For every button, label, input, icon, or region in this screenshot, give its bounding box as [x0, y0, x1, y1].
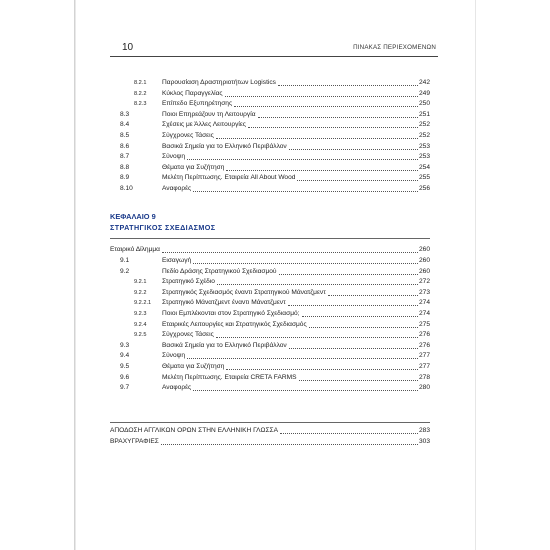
toc-row[interactable] [110, 120, 430, 131]
toc-page: 260 [418, 257, 430, 264]
toc-row[interactable] [110, 99, 430, 110]
toc-leader-dots [193, 383, 418, 391]
toc-leader-dots [187, 351, 418, 359]
toc-row[interactable] [110, 163, 430, 174]
toc-title: Μελέτη Περίπτωσης. Εταιρεία All About Wood [162, 174, 296, 182]
toc-row[interactable] [110, 277, 430, 288]
toc-title: Μελέτη Περίπτωσης. Εταιρεία CRETA FARMS [162, 373, 297, 381]
chapter-subtitle: ΣΤΡΑΤΗΓΙΚΟΣ ΣΧΕΔΙΑΣΜΟΣ [110, 223, 216, 232]
toc-page: 260 [418, 246, 430, 253]
toc-leader-dots [299, 373, 418, 381]
toc-leader-dots [226, 362, 418, 370]
toc-number: 9.6 [120, 373, 130, 381]
toc-title: Στρατηγικός Σχεδιασμός έναντι Στρατηγικού Μάνατζμεντ [162, 288, 326, 296]
toc-leader-dots [225, 89, 418, 97]
toc-page: 277 [418, 362, 430, 370]
toc-number: 8.2.2 [134, 90, 147, 97]
toc-row[interactable] [110, 320, 430, 331]
toc-page: 276 [418, 331, 430, 339]
toc-title: Εισαγωγή [162, 257, 192, 264]
toc-leader-dots [289, 341, 418, 349]
toc-title: Εταιρικό Δίλημμα [110, 246, 160, 253]
toc-title: Πεδίο Δράσης Στρατηγικού Σχεδιασμού [162, 267, 277, 275]
running-title: ΠΙΝΑΚΑΣ ΠΕΡΙΕΧΟΜΕΝΩΝ [353, 44, 436, 51]
toc-page: 277 [418, 352, 430, 360]
toc-leader-dots [162, 245, 418, 253]
toc-leader-dots [193, 256, 418, 264]
toc-title: ΑΠΟΔΟΣΗ ΑΓΓΛΙΚΩΝ ΟΡΩΝ ΣΤΗΝ ΕΛΛΗΝΙΚΗ ΓΛΩΣΣΑ [110, 427, 279, 434]
toc-row[interactable] [110, 426, 430, 437]
toc-number: 9.2.4 [134, 321, 147, 328]
toc-row[interactable] [110, 351, 430, 362]
toc-page: 272 [418, 278, 430, 286]
toc-number: 9.2.3 [134, 310, 147, 317]
toc-page: 252 [418, 131, 430, 139]
toc-leader-dots [297, 173, 418, 181]
toc-title: Βασικά Σημεία για το Ελληνικό Περιβάλλον [162, 341, 287, 349]
toc-leader-dots [258, 110, 418, 118]
toc-number: 9.2 [120, 267, 130, 275]
toc-leader-dots [216, 330, 418, 338]
toc-title: ΒΡΑΧΥΓΡΑΦΙΕΣ [110, 437, 159, 445]
toc-number: 8.5 [120, 131, 130, 139]
toc-title: Ποιοι Εμπλέκονται στον Στρατηγικό Σχεδιασμό; [162, 309, 300, 317]
toc-number: 8.2.1 [134, 80, 147, 86]
toc-row[interactable] [110, 184, 430, 195]
toc-page: 253 [418, 142, 430, 150]
toc-title: Σύγχρονες Τάσεις [162, 331, 214, 339]
toc-leader-dots [289, 142, 418, 150]
toc-title: Θέματα για Συζήτηση [162, 163, 225, 171]
toc-page: 275 [418, 320, 430, 328]
toc-row[interactable] [110, 373, 430, 384]
toc-page: 256 [418, 184, 430, 192]
toc-number: 8.9 [120, 174, 130, 182]
toc-number: 8.8 [120, 163, 130, 171]
toc-number: 8.4 [120, 121, 130, 129]
toc-leader-dots [187, 152, 418, 160]
toc-leader-dots [328, 288, 418, 296]
chapter-rule [110, 238, 430, 239]
toc-page: 249 [418, 89, 430, 97]
toc-page: 303 [418, 437, 430, 445]
toc-section-chapter-8 [110, 78, 430, 195]
toc-row[interactable] [110, 173, 430, 184]
toc-number: 8.6 [120, 142, 130, 150]
toc-title: Παρουσίαση Δραστηριοτήτων Logistics [162, 79, 276, 86]
toc-row[interactable] [110, 288, 430, 299]
toc-leader-dots [193, 184, 418, 192]
toc-number: 9.5 [120, 362, 130, 370]
toc-number: 9.3 [120, 341, 130, 349]
toc-number: 8.10 [120, 184, 133, 192]
toc-page: 278 [418, 373, 430, 381]
toc-row[interactable] [110, 110, 430, 121]
toc-number: 9.2.1 [134, 279, 147, 286]
toc-title: Αναφορές [162, 384, 192, 392]
toc-title: Εταιρικές Λειτουργίες και Στρατηγικός Σχεδιασμός [162, 320, 307, 328]
page-gutter-right [475, 0, 476, 550]
toc-number: 8.7 [120, 153, 130, 161]
toc-leader-dots [161, 437, 418, 445]
toc-leader-dots [226, 163, 418, 171]
toc-number: 9.2.2 [134, 289, 147, 296]
toc-leader-dots [278, 78, 418, 86]
toc-title: Αναφορές [162, 184, 192, 192]
page-number: 10 [122, 42, 134, 53]
toc-appendix [110, 426, 430, 447]
toc-section-chapter-9 [110, 256, 430, 394]
toc-number: 9.7 [120, 384, 130, 392]
toc-row[interactable] [110, 245, 430, 256]
toc-page: 283 [418, 427, 430, 434]
toc-number: 8.2.3 [134, 101, 147, 108]
toc-leader-dots [288, 298, 418, 306]
page-header [110, 40, 438, 57]
toc-title: Βασικά Σημεία για το Ελληνικό Περιβάλλον [162, 142, 287, 150]
toc-leader-dots [248, 120, 418, 128]
page-gutter-left [74, 0, 76, 550]
toc-number: 9.4 [120, 352, 130, 360]
toc-leader-dots [217, 277, 418, 285]
toc-title: Κύκλος Παραγγελίας [162, 89, 223, 97]
toc-page: 274 [418, 309, 430, 317]
toc-leader-dots [309, 320, 418, 328]
toc-page: 273 [418, 288, 430, 296]
toc-title: Θέματα για Συζήτηση [162, 362, 225, 370]
toc-leader-dots [279, 267, 418, 275]
toc-row[interactable] [110, 78, 430, 89]
toc-row[interactable] [110, 256, 430, 267]
toc-title: Στρατηγικό Σχέδιο [162, 278, 215, 286]
toc-number: 9.1 [120, 257, 130, 264]
toc-page: 276 [418, 341, 430, 349]
toc-page: 250 [418, 100, 430, 108]
toc-page: 274 [418, 299, 430, 307]
toc-number: 9.2.5 [134, 332, 147, 339]
toc-title: Σχέσεις με Άλλες Λειτουργίες [162, 121, 246, 129]
toc-page: 254 [418, 163, 430, 171]
toc-page: 280 [418, 384, 430, 392]
toc-title: Επίπεδο Εξυπηρέτησης [162, 100, 233, 108]
toc-row[interactable] [110, 383, 430, 394]
toc-title: Ποιοι Επηρεάζουν τη Λειτουργία [162, 110, 256, 118]
toc-leader-dots [216, 131, 418, 139]
toc-chapter-intro [110, 245, 430, 256]
toc-page: 255 [418, 174, 430, 182]
toc-title: Σύνοψη [162, 153, 186, 161]
toc-row[interactable] [110, 330, 430, 341]
toc-number: 9.2.2.1 [134, 300, 152, 307]
toc-number: 8.3 [120, 110, 130, 118]
toc-page: 260 [418, 267, 430, 275]
toc-row[interactable] [110, 341, 430, 352]
toc-leader-dots [302, 309, 418, 317]
toc-row[interactable] [110, 89, 430, 100]
toc-row[interactable] [110, 298, 430, 309]
toc-page: 242 [418, 79, 430, 86]
toc-row[interactable] [110, 131, 430, 142]
toc-row[interactable] [110, 437, 430, 448]
toc-leader-dots [234, 99, 418, 107]
toc-page: 252 [418, 121, 430, 129]
toc-row[interactable] [110, 362, 430, 373]
toc-row[interactable] [110, 309, 430, 320]
toc-page: 253 [418, 153, 430, 161]
toc-page: 251 [418, 110, 430, 118]
toc-title: Στρατηγικό Μάνατζμεντ έναντι Μάνατζμεντ [162, 299, 286, 307]
toc-leader-dots [280, 426, 418, 434]
toc-title: Σύνοψη [162, 352, 186, 360]
toc-row[interactable] [110, 152, 430, 163]
toc-row[interactable] [110, 142, 430, 153]
appendix-rule [110, 422, 430, 423]
toc-title: Σύγχρονες Τάσεις [162, 131, 214, 139]
toc-row[interactable] [110, 267, 430, 278]
chapter-label: ΚΕΦΑΛΑΙΟ 9 [110, 212, 156, 221]
